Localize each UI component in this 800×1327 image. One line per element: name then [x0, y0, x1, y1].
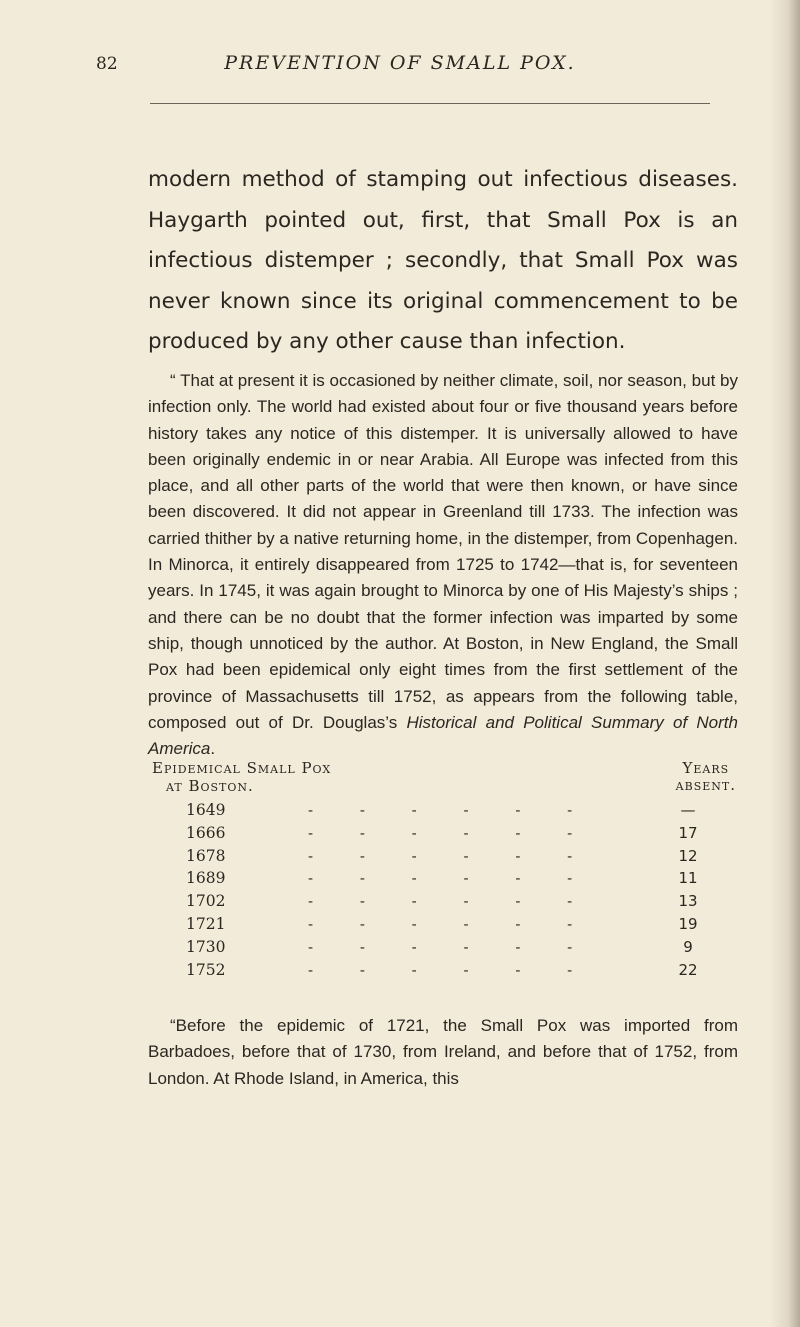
table-row	[148, 845, 738, 868]
table-row-leader: - - - - - -	[308, 937, 594, 956]
table-row-leader: - - - - - -	[308, 892, 594, 911]
table-row-year: 1678	[186, 846, 226, 865]
table-row-absent: 13	[678, 892, 698, 911]
header-rule	[150, 103, 710, 104]
quote-text: “ That at present it is occasioned by neither climate, soil, nor season, but by infection only. The world had existed about four or five thousand years before history takes any notice of this distemper. It is universally allowed to have been originally endemic in or near Arabia. All Europe was infected from this place, and all other parts of the world that were then known, or have since been discovered. It did not appear in Greenland till 1733. The infection was carried thither by a native returning home, in the distemper, from Copenhagen. In Minorca, it entirely disappeared from 1725 to 1742—that is, for seventeen years. In 1745, it was again brought to Minorca by one of His Majesty’s ships ; and there can be no doubt that the former infection was imparted by some ship, though unnoticed by the author. At Boston, in New England, the Small Pox had been epidemical only eight times from the first settlement of the province of Massachusetts till 1752, as appears from the following table, composed out of Dr. Douglas’s	[148, 371, 738, 732]
table-row-absent: 17	[678, 823, 698, 842]
closing-paragraph: “Before the epidemic of 1721, the Small Pox was imported from Barbadoes, before that of 1730, from Ireland, and before that of 1752, from London. At Rhode Island, in America, this	[148, 1016, 738, 1088]
table-row-absent: 22	[678, 960, 698, 979]
table-row-year: 1721	[186, 914, 226, 933]
table-header-left-line2: at Boston.	[166, 777, 254, 795]
table-row-year: 1689	[186, 869, 226, 888]
intro-paragraph: modern method of stamping out infectious diseases. Haygarth pointed out, first, that Small Pox is an infectious distemper ; secondly, that Small Pox was never known since its original commencement to be produced by any other cause than infection.	[148, 167, 738, 354]
table-header-left	[152, 760, 331, 795]
table-row-leader: - - - - - -	[308, 914, 594, 933]
table-row-year: 1730	[186, 937, 226, 956]
table-row	[148, 913, 738, 936]
table-row-absent: 19	[678, 914, 698, 933]
table-header-right-line2: absent.	[675, 776, 736, 794]
table-row	[148, 867, 738, 890]
quote-paragraph	[148, 368, 738, 762]
running-title: PREVENTION OF SMALL POX.	[224, 52, 576, 74]
table-row-absent: 9	[683, 937, 693, 956]
table-row-leader: - - - - - -	[308, 823, 594, 842]
table-row	[148, 822, 738, 845]
table-row-absent: —	[680, 801, 696, 819]
table-row-absent: 12	[678, 846, 698, 865]
table-row-leader: - - - - - -	[308, 960, 594, 979]
table-row-leader: - - - - - -	[308, 869, 594, 888]
table-row-year: 1666	[186, 823, 226, 842]
table-row	[148, 799, 738, 822]
table-row	[148, 936, 738, 959]
table-row	[148, 890, 738, 913]
table-header-right	[676, 760, 736, 794]
table-row-leader: - - - - - -	[308, 801, 594, 819]
table-header-right-line1: Years	[682, 759, 730, 777]
table-row-year: 1752	[186, 960, 226, 979]
page-header	[0, 54, 800, 84]
book-title: Historical and Political Summary of North America	[148, 712, 738, 759]
page-number: 82	[96, 54, 118, 74]
table-header-left-line1: Epidemical Small Pox	[152, 759, 332, 777]
quote-end: .	[210, 739, 216, 759]
table-row-leader: - - - - - -	[308, 846, 594, 865]
table-row-year: 1649	[186, 801, 226, 819]
table-row-absent: 11	[678, 869, 698, 888]
table-row	[148, 959, 738, 982]
table-rows	[148, 799, 738, 981]
table-row-year: 1702	[186, 892, 226, 911]
page-edge-shadow	[770, 0, 800, 1327]
